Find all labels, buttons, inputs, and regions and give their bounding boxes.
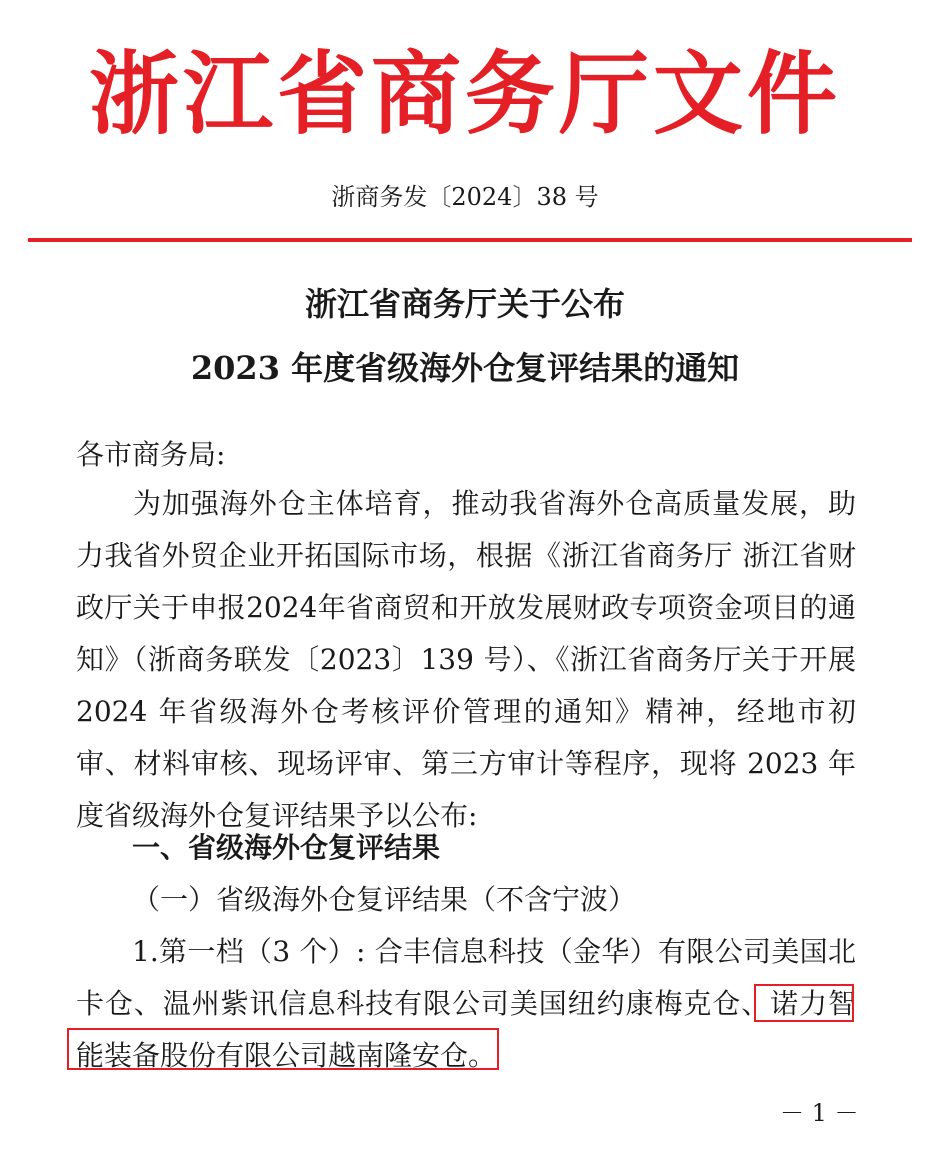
highlight-box-company-end [67,1028,499,1070]
body-paragraph-text: 为加强海外仓主体培育，推动我省海外仓高质量发展，助力我省外贸企业开拓国际市场，根据《浙江省商务厅 浙江省财政厅关于申报2024年省商贸和开放发展财政专项资金项目的通知》（浙商务联发〔2023〕139 号）、《浙江省商务厅关于开展 2024 年省级海外仓考核评价管理的通知》精神，经地市初审、材料审核、现场评审、第三方审计等程序，现将 2023 年度省级海外仓复评结果予以公布: [76,487,856,832]
tier-one-text: 1.第一档（3 个）: 合丰信息科技（金华）有限公司美国北卡仓、温州紫讯信息科技有限公司美国纽约康梅克仓、诺力智能装备股份有限公司越南隆安仓。 [76,935,856,1072]
red-divider-line [28,238,912,242]
salutation: 各市商务局: [76,438,226,471]
highlight-box-company-start [754,984,854,1022]
document-number: 浙商务发〔2024〕38 号 [331,183,599,211]
body-paragraph [76,478,856,842]
subsection-heading: （一）省级海外仓复评结果（不含宁波） [132,883,637,916]
notice-title-line-2: 2023 年度省级海外仓复评结果的通知 [190,349,740,387]
notice-title-line-1: 浙江省商务厅关于公布 [304,285,625,323]
document-header-title: 浙江省商务厅文件 [89,42,841,147]
section-heading: 一、省级海外仓复评结果 [132,831,441,864]
page-number: － 1 － [780,1099,859,1127]
